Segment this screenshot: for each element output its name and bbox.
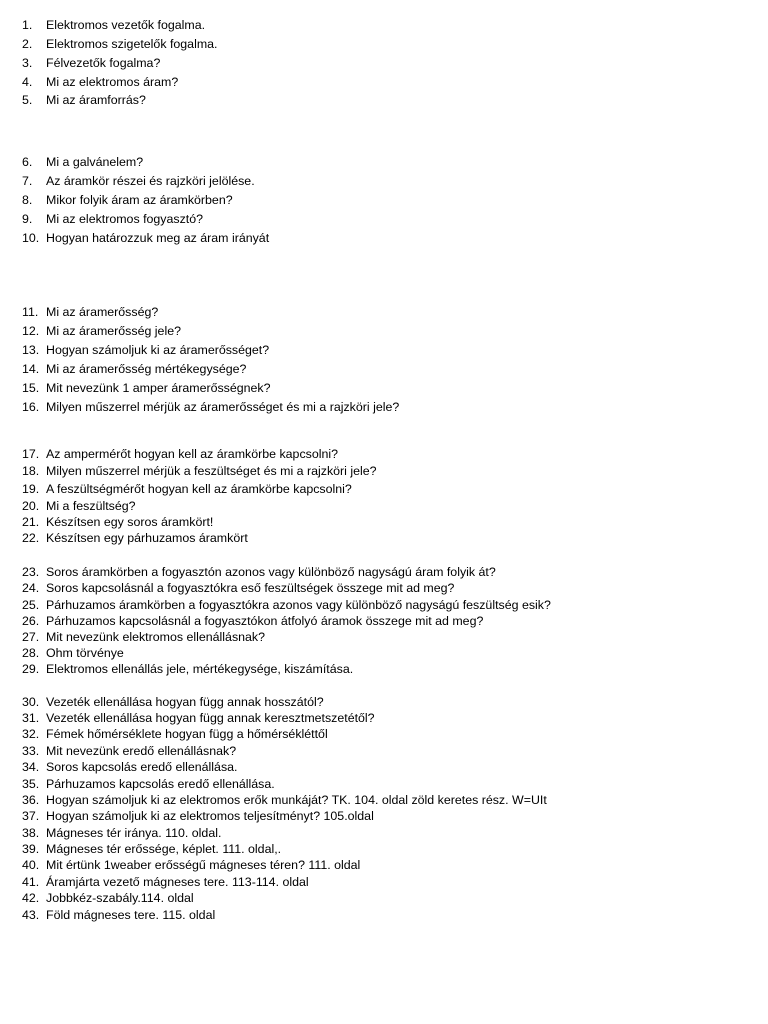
question-text: Az áramkör részei és rajzköri jelölése. [46, 174, 255, 188]
question-text: A feszültségmérőt hogyan kell az áramkörbe kapcsolni? [46, 482, 352, 496]
question-number: 39. [22, 842, 40, 856]
question-text: Készítsen egy soros áramkört! [46, 515, 214, 529]
question-item [0, 498, 768, 515]
question-text: Mi a feszültség? [46, 499, 136, 513]
question-item [0, 36, 768, 53]
question-item [0, 645, 768, 662]
question-item [0, 342, 768, 359]
question-item [0, 890, 768, 907]
question-item [0, 192, 768, 209]
question-number: 28. [22, 646, 40, 660]
question-text: Vezeték ellenállása hogyan függ annak hosszától? [46, 695, 324, 709]
question-text: Mit értünk 1weaber erősségű mágneses téren? 111. oldal [46, 858, 361, 872]
question-item [0, 530, 768, 547]
question-item [0, 808, 768, 825]
question-item [0, 211, 768, 228]
question-number: 42. [22, 891, 40, 905]
question-number: 37. [22, 809, 40, 823]
question-text: Mi az elektromos áram? [46, 75, 179, 89]
question-number: 5. [22, 93, 33, 107]
question-number: 38. [22, 826, 40, 840]
question-item [0, 629, 768, 646]
question-number: 6. [22, 155, 33, 169]
question-number: 16. [22, 400, 40, 414]
question-item [0, 874, 768, 891]
question-text: Soros áramkörben a fogyasztón azonos vagy különböző nagyságú áram folyik át? [46, 565, 496, 579]
question-text: Ohm törvénye [46, 646, 124, 660]
question-number: 43. [22, 908, 40, 922]
question-text: Mi az áramerősség mértékegysége? [46, 362, 247, 376]
question-number: 32. [22, 727, 40, 741]
question-number: 35. [22, 777, 40, 791]
question-item [0, 841, 768, 858]
question-number: 18. [22, 464, 40, 478]
question-number: 29. [22, 662, 40, 676]
question-number: 3. [22, 56, 33, 70]
question-item [0, 580, 768, 597]
question-text: Milyen műszerrel mérjük az áramerősséget és mi a rajzköri jele? [46, 400, 400, 414]
question-text: Elektromos vezetők fogalma. [46, 18, 206, 32]
question-item [0, 907, 768, 924]
question-item [0, 446, 768, 463]
question-item [0, 323, 768, 340]
question-text: Párhuzamos kapcsolás eredő ellenállása. [46, 777, 275, 791]
question-item [0, 661, 768, 678]
question-item [0, 726, 768, 743]
question-item [0, 743, 768, 760]
question-item [0, 380, 768, 397]
question-item [0, 173, 768, 190]
question-text: Mikor folyik áram az áramkörben? [46, 193, 233, 207]
question-item [0, 514, 768, 531]
question-text: Mit nevezünk elektromos ellenállásnak? [46, 630, 266, 644]
question-number: 12. [22, 324, 40, 338]
question-text: Elektromos szigetelők fogalma. [46, 37, 218, 51]
question-item [0, 792, 768, 809]
question-number: 41. [22, 875, 40, 889]
question-item [0, 857, 768, 874]
question-number: 34. [22, 760, 40, 774]
question-number: 8. [22, 193, 33, 207]
question-number: 27. [22, 630, 40, 644]
question-number: 4. [22, 75, 33, 89]
question-text: Föld mágneses tere. 115. oldal [46, 908, 216, 922]
question-text: Soros kapcsolásnál a fogyasztókra eső feszültségek összege mit ad meg? [46, 581, 455, 595]
question-item [0, 776, 768, 793]
question-item [0, 17, 768, 34]
question-text: Félvezetők fogalma? [46, 56, 161, 70]
question-number: 7. [22, 174, 33, 188]
question-item [0, 481, 768, 498]
question-text: Milyen műszerrel mérjük a feszültséget és mi a rajzköri jele? [46, 464, 377, 478]
question-text: Vezeték ellenállása hogyan függ annak keresztmetszetétől? [46, 711, 375, 725]
question-number: 24. [22, 581, 40, 595]
question-text: Mágneses tér iránya. 110. oldal. [46, 826, 222, 840]
question-text: Hogyan számoljuk ki az elektromos teljesítményt? 105.oldal [46, 809, 374, 823]
question-number: 30. [22, 695, 40, 709]
question-text: Mi a galvánelem? [46, 155, 144, 169]
question-text: Áramjárta vezető mágneses tere. 113-114. oldal [46, 875, 309, 889]
question-number: 9. [22, 212, 33, 226]
question-text: Elektromos ellenállás jele, mértékegysége, kiszámítása. [46, 662, 354, 676]
question-number: 19. [22, 482, 40, 496]
question-text: Készítsen egy párhuzamos áramkört [46, 531, 248, 545]
question-text: Hogyan számoljuk ki az elektromos erők munkáját? TK. 104. oldal zöld keretes rész. W=UIt [46, 793, 547, 807]
question-item [0, 694, 768, 711]
question-text: Mit nevezünk eredő ellenállásnak? [46, 744, 237, 758]
question-item [0, 154, 768, 171]
question-text: Párhuzamos kapcsolásnál a fogyasztókon átfolyó áramok összege mit ad meg? [46, 614, 484, 628]
question-text: Mi az áramerősség jele? [46, 324, 181, 338]
question-text: Mágneses tér erőssége, képlet. 111. oldal,. [46, 842, 282, 856]
question-number: 36. [22, 793, 40, 807]
question-number: 15. [22, 381, 40, 395]
question-item [0, 825, 768, 842]
question-number: 17. [22, 447, 40, 461]
question-item [0, 92, 768, 109]
question-item [0, 230, 768, 247]
question-text: Mit nevezünk 1 amper áramerősségnek? [46, 381, 271, 395]
question-number: 10. [22, 231, 40, 245]
question-number: 33. [22, 744, 40, 758]
question-item [0, 399, 768, 416]
question-number: 22. [22, 531, 40, 545]
question-text: Hogyan számoljuk ki az áramerősséget? [46, 343, 270, 357]
question-number: 1. [22, 18, 33, 32]
question-text: Mi az elektromos fogyasztó? [46, 212, 204, 226]
question-text: Az ampermérőt hogyan kell az áramkörbe kapcsolni? [46, 447, 339, 461]
question-number: 20. [22, 499, 40, 513]
question-item [0, 463, 768, 480]
question-number: 11. [22, 305, 39, 319]
question-item [0, 613, 768, 630]
question-number: 2. [22, 37, 33, 51]
question-number: 13. [22, 343, 40, 357]
question-text: Fémek hőmérséklete hogyan függ a hőmérsékléttől [46, 727, 328, 741]
question-number: 40. [22, 858, 40, 872]
question-number: 14. [22, 362, 40, 376]
question-number: 31. [22, 711, 40, 725]
question-number: 23. [22, 565, 40, 579]
question-item [0, 55, 768, 72]
question-number: 25. [22, 598, 40, 612]
question-text: Hogyan határozzuk meg az áram irányát [46, 231, 270, 245]
question-item [0, 304, 768, 321]
question-item [0, 361, 768, 378]
question-text: Jobbkéz-szabály.114. oldal [46, 891, 194, 905]
question-item [0, 564, 768, 581]
question-item [0, 597, 768, 614]
question-item [0, 759, 768, 776]
question-text: Párhuzamos áramkörben a fogyasztókra azonos vagy különböző nagyságú feszültség esik? [46, 598, 551, 612]
question-number: 21. [22, 515, 40, 529]
question-text: Soros kapcsolás eredő ellenállása. [46, 760, 238, 774]
question-text: Mi az áramforrás? [46, 93, 146, 107]
question-item [0, 74, 768, 91]
question-text: Mi az áramerősség? [46, 305, 159, 319]
question-number: 26. [22, 614, 40, 628]
question-item [0, 710, 768, 727]
